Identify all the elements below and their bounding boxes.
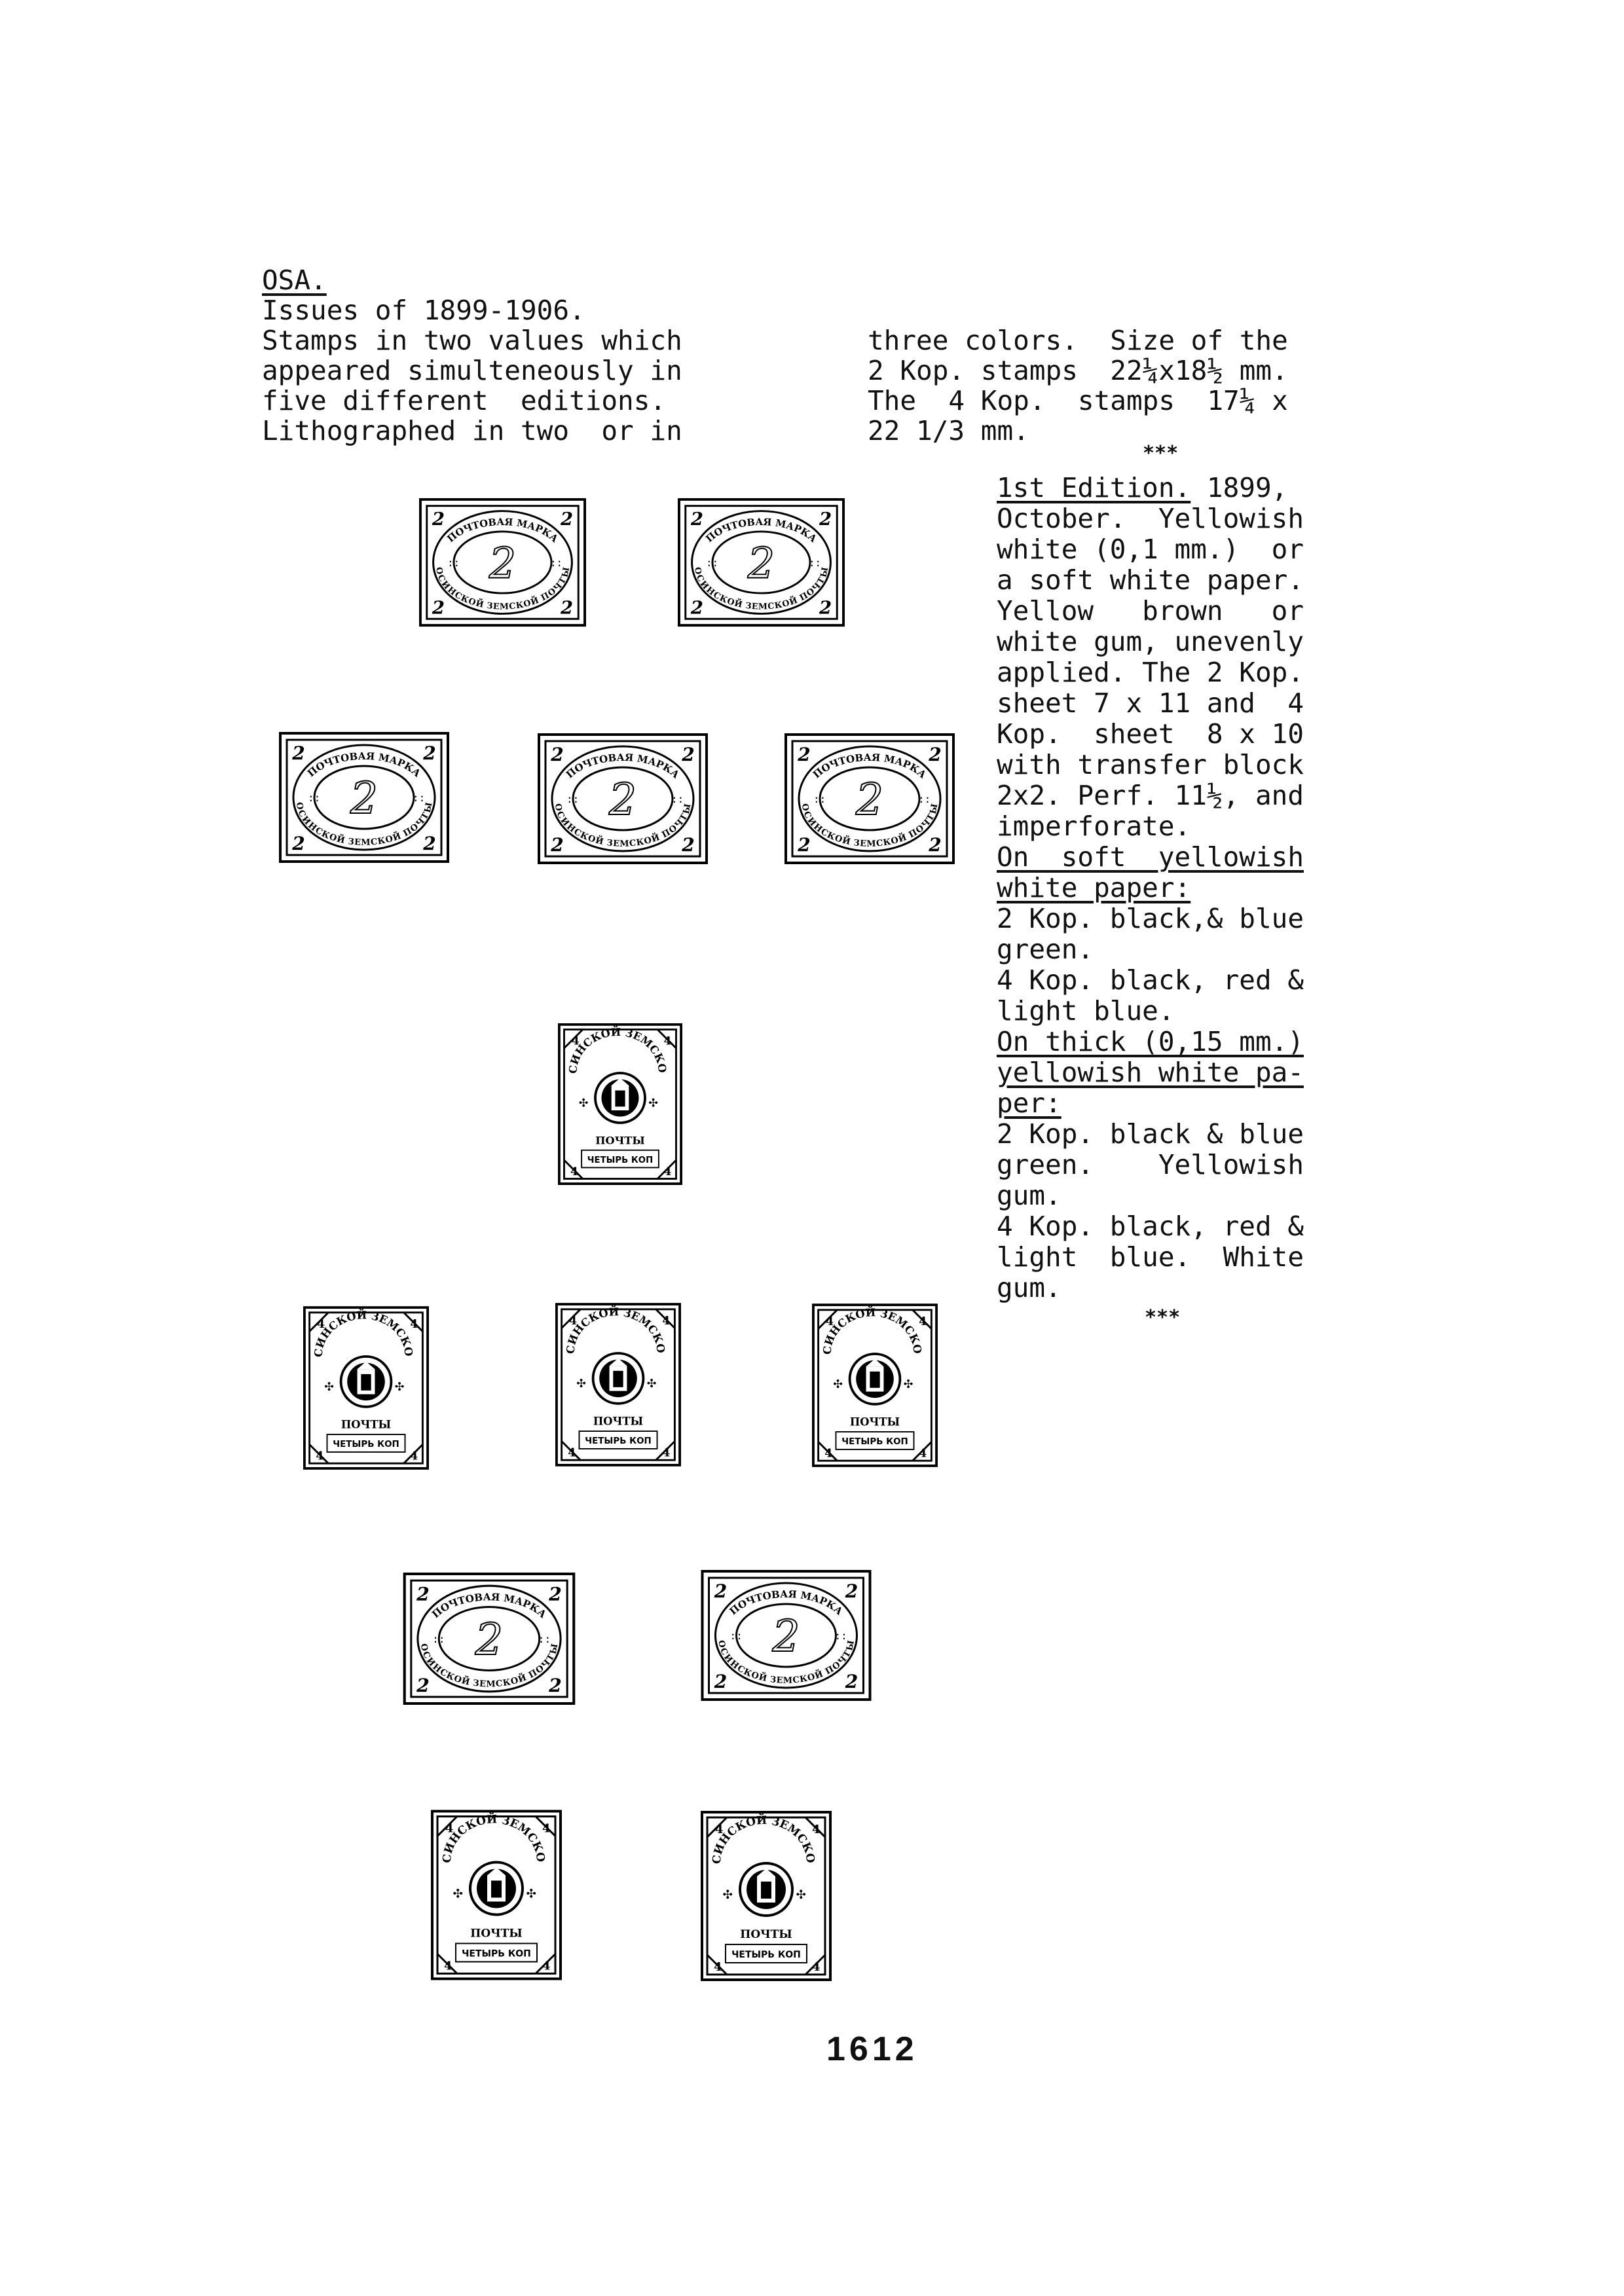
separator-top: *** bbox=[1143, 442, 1179, 465]
edition-line: white (0,1 mm.) or bbox=[997, 534, 1304, 565]
edition-line: Kop. sheet 8 x 10 bbox=[997, 718, 1304, 750]
stamp-2-kop-image bbox=[699, 1570, 873, 1701]
intro-line-3: appeared simulteneously in bbox=[262, 355, 682, 386]
intro-cont-line-3: The 4 Kop. stamps 17¼ x bbox=[868, 385, 1288, 416]
stamp-4-kop-image bbox=[431, 1808, 562, 1982]
edition-title-line bbox=[997, 473, 1287, 503]
stamp-2-kop-image bbox=[678, 498, 845, 627]
thick-paper-heading: per: bbox=[997, 1087, 1061, 1119]
stamp-2-kop-image bbox=[401, 1573, 578, 1705]
soft-paper-line: green. bbox=[997, 934, 1094, 965]
stamp-4-kop-image bbox=[558, 1020, 682, 1188]
stamp-4-kop-image bbox=[555, 1300, 681, 1470]
soft-paper-line: light blue. bbox=[997, 995, 1175, 1027]
page-heading: OSA. bbox=[262, 264, 327, 296]
intro-line-4: five different editions. bbox=[262, 385, 667, 416]
intro-line-1: Issues of 1899-1906. bbox=[262, 295, 585, 326]
edition-line: with transfer block bbox=[997, 749, 1304, 780]
edition-line: applied. The 2 Kop. bbox=[997, 657, 1304, 688]
soft-paper-line: 2 Kop. black,& blue bbox=[997, 903, 1304, 934]
intro-cont-line-1: three colors. Size of the bbox=[868, 325, 1288, 356]
stamp-4-kop-image bbox=[812, 1300, 938, 1471]
soft-paper-heading: white paper: bbox=[997, 872, 1191, 903]
thick-paper-line: gum. bbox=[997, 1272, 1061, 1303]
edition-line: October. Yellowish bbox=[997, 503, 1304, 534]
soft-paper-line: 4 Kop. black, red & bbox=[997, 964, 1304, 996]
stamp-2-kop-image bbox=[537, 733, 709, 864]
thick-paper-line: light blue. White bbox=[997, 1241, 1304, 1273]
thick-paper-line: gum. bbox=[997, 1180, 1061, 1211]
edition-line: white gum, unevenly bbox=[997, 626, 1304, 657]
intro-line-2: Stamps in two values which bbox=[262, 325, 682, 356]
thick-paper-heading: yellowish white pa- bbox=[997, 1057, 1304, 1088]
edition-title: 1st Edition. bbox=[997, 472, 1191, 503]
edition-line: a soft white paper. bbox=[997, 564, 1304, 596]
stamp-2-kop-image bbox=[278, 732, 450, 863]
edition-line: Yellow brown or bbox=[997, 595, 1304, 627]
intro-line-5: Lithographed in two or in bbox=[262, 415, 682, 446]
thick-paper-line: 4 Kop. black, red & bbox=[997, 1211, 1304, 1242]
thick-paper-line: 2 Kop. black & blue bbox=[997, 1118, 1304, 1150]
thick-paper-heading: On thick (0,15 mm.) bbox=[997, 1026, 1304, 1057]
edition-line: imperforate. bbox=[997, 811, 1191, 842]
intro-cont-line-4: 22 1/3 mm. bbox=[868, 415, 1029, 446]
intro-cont-line-2: 2 Kop. stamps 22¼x18½ mm. bbox=[868, 355, 1288, 386]
stamp-4-kop-image bbox=[303, 1303, 429, 1473]
page-number: 1612 bbox=[826, 2030, 918, 2068]
edition-date: 1899, bbox=[1190, 472, 1288, 503]
separator-bottom: *** bbox=[1145, 1306, 1181, 1329]
edition-line: 2x2. Perf. 11½, and bbox=[997, 780, 1304, 811]
thick-paper-line: green. Yellowish bbox=[997, 1149, 1304, 1180]
stamp-4-kop-image bbox=[701, 1810, 832, 1982]
stamp-2-kop-image bbox=[419, 498, 586, 627]
edition-line: sheet 7 x 11 and 4 bbox=[997, 687, 1304, 719]
stamp-2-kop-image bbox=[784, 733, 955, 864]
soft-paper-heading: On soft yellowish bbox=[997, 841, 1304, 873]
